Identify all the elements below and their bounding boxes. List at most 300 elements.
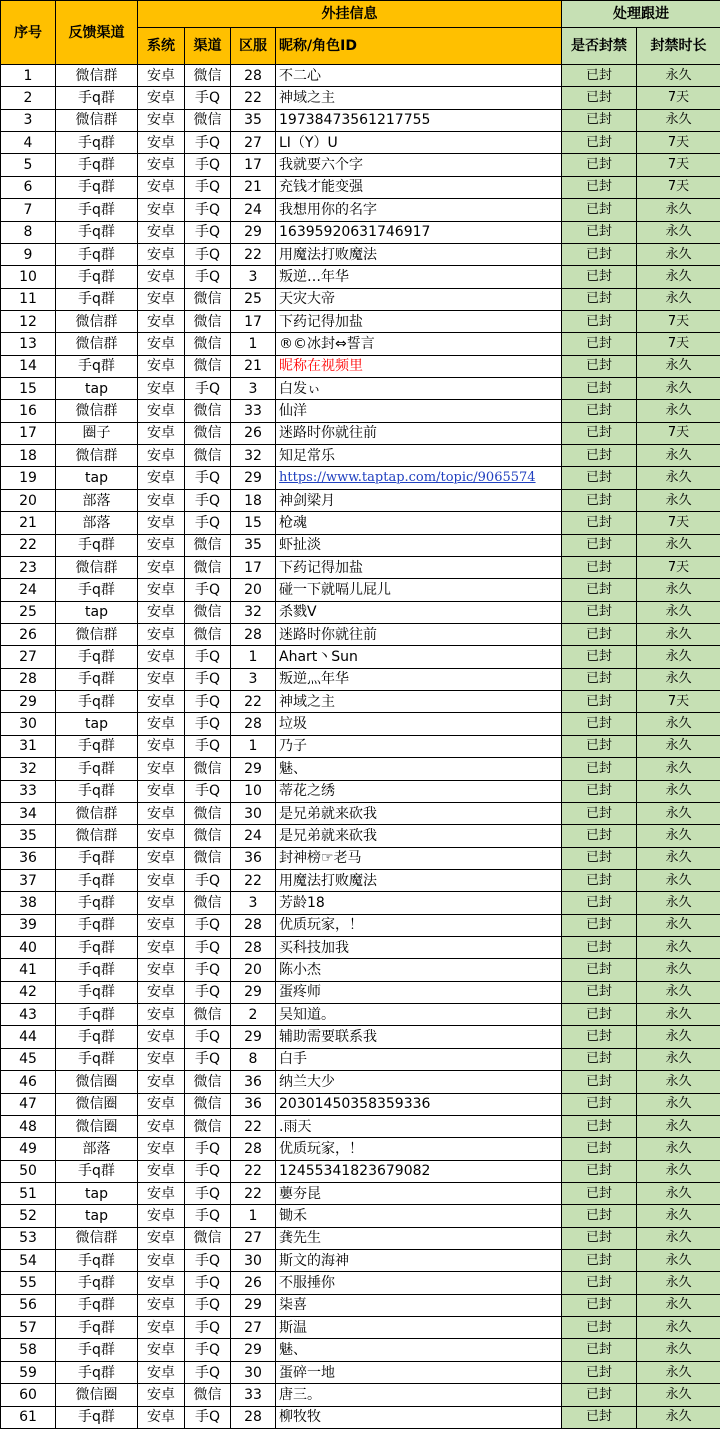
server-cell: 20 — [231, 579, 276, 601]
row-number: 19 — [1, 467, 56, 489]
sub-channel-cell: 手Q — [185, 579, 231, 601]
banned-status-cell: 已封 — [562, 735, 637, 757]
table-row — [1, 1250, 720, 1272]
server-cell: 28 — [231, 623, 276, 645]
server-cell: 3 — [231, 668, 276, 690]
row-number: 18 — [1, 445, 56, 467]
table-row — [1, 892, 720, 914]
table-row — [1, 109, 720, 131]
row-number: 20 — [1, 489, 56, 511]
row-number: 36 — [1, 847, 56, 869]
server-cell: 3 — [231, 892, 276, 914]
server-cell: 22 — [231, 1160, 276, 1182]
row-number: 4 — [1, 132, 56, 154]
banned-status-cell: 已封 — [562, 355, 637, 377]
nickname-header: 昵称/角色ID — [276, 28, 562, 65]
table-row — [1, 825, 720, 847]
banned-status-cell: 已封 — [562, 1138, 637, 1160]
row-number: 40 — [1, 937, 56, 959]
row-number: 28 — [1, 668, 56, 690]
sub-channel-cell: 手Q — [185, 176, 231, 198]
sub-channel-cell: 微信 — [185, 1093, 231, 1115]
system-cell: 安卓 — [138, 355, 185, 377]
nickname-cell: 买科技加我 — [276, 937, 562, 959]
row-number: 49 — [1, 1138, 56, 1160]
server-cell: 29 — [231, 1339, 276, 1361]
system-cell: 安卓 — [138, 758, 185, 780]
server-cell: 3 — [231, 378, 276, 400]
table-row — [1, 221, 720, 243]
server-cell: 28 — [231, 914, 276, 936]
sub-channel-cell: 手Q — [185, 1294, 231, 1316]
table-row — [1, 556, 720, 578]
nickname-cell: 碰一下就嗝儿屁儿 — [276, 579, 562, 601]
system-cell: 安卓 — [138, 65, 185, 87]
feedback-channel-cell: tap — [56, 601, 138, 623]
feedback-channel-cell: 部落 — [56, 489, 138, 511]
sub-channel-cell: 手Q — [185, 1317, 231, 1339]
row-number: 5 — [1, 154, 56, 176]
server-cell: 15 — [231, 512, 276, 534]
table-row — [1, 579, 720, 601]
feedback-channel-cell: 手q群 — [56, 1406, 138, 1428]
system-cell: 安卓 — [138, 1160, 185, 1182]
system-cell: 安卓 — [138, 623, 185, 645]
nickname-cell: ®©冰封⇔誓言 — [276, 333, 562, 355]
system-cell: 安卓 — [138, 937, 185, 959]
feedback-channel-cell: 微信群 — [56, 310, 138, 332]
sub-channel-cell: 微信 — [185, 400, 231, 422]
feedback-channel-cell: 手q群 — [56, 691, 138, 713]
row-number: 56 — [1, 1294, 56, 1316]
nickname-cell: 陈小杰 — [276, 959, 562, 981]
sub-channel-header: 渠道 — [185, 28, 231, 65]
server-cell: 29 — [231, 221, 276, 243]
table-row — [1, 959, 720, 981]
sub-channel-cell: 微信 — [185, 892, 231, 914]
row-number: 22 — [1, 534, 56, 556]
nickname-cell: 封神榜☞老马 — [276, 847, 562, 869]
banned-status-cell: 已封 — [562, 1294, 637, 1316]
nickname-cell: 魅、 — [276, 1339, 562, 1361]
banned-status-cell: 已封 — [562, 1004, 637, 1026]
sub-channel-cell: 手Q — [185, 646, 231, 668]
ban-duration-cell: 永久 — [637, 937, 720, 959]
feedback-channel-cell: 手q群 — [56, 937, 138, 959]
system-cell: 安卓 — [138, 1361, 185, 1383]
table-row — [1, 1272, 720, 1294]
ban-duration-cell: 永久 — [637, 1182, 720, 1204]
server-cell: 22 — [231, 869, 276, 891]
system-cell: 安卓 — [138, 87, 185, 109]
nickname-cell: 迷路时你就往前 — [276, 422, 562, 444]
nickname-cell: 我就要六个字 — [276, 154, 562, 176]
system-cell: 安卓 — [138, 1115, 185, 1137]
channel-header: 反馈渠道 — [56, 1, 138, 65]
sub-channel-cell: 手Q — [185, 937, 231, 959]
table-row — [1, 668, 720, 690]
system-cell: 安卓 — [138, 310, 185, 332]
sub-channel-cell: 手Q — [185, 713, 231, 735]
banned-status-cell: 已封 — [562, 534, 637, 556]
table-row — [1, 512, 720, 534]
nickname-cell: 蒂花之绣 — [276, 780, 562, 802]
row-number: 57 — [1, 1317, 56, 1339]
nickname-cell: 唐三。 — [276, 1384, 562, 1406]
feedback-channel-cell: 手q群 — [56, 1048, 138, 1070]
row-number: 35 — [1, 825, 56, 847]
nickname-cell: 12455341823679082 — [276, 1160, 562, 1182]
system-cell: 安卓 — [138, 400, 185, 422]
feedback-channel-cell: 手q群 — [56, 1026, 138, 1048]
nickname-cell: 神域之主 — [276, 87, 562, 109]
ban-duration-cell: 永久 — [637, 243, 720, 265]
row-number: 31 — [1, 735, 56, 757]
banned-status-cell: 已封 — [562, 623, 637, 645]
nickname-cell: 纳兰大少 — [276, 1071, 562, 1093]
banned-status-cell: 已封 — [562, 847, 637, 869]
feedback-channel-cell: 手q群 — [56, 579, 138, 601]
sub-channel-cell: 微信 — [185, 1227, 231, 1249]
ban-duration-cell: 永久 — [637, 668, 720, 690]
banned-status-cell: 已封 — [562, 1272, 637, 1294]
ban-duration-cell: 永久 — [637, 1272, 720, 1294]
server-cell: 21 — [231, 176, 276, 198]
nickname-cell[interactable]: https://www.taptap.com/topic/9065574 — [276, 467, 562, 489]
banned-status-cell: 已封 — [562, 937, 637, 959]
ban-duration-cell: 永久 — [637, 758, 720, 780]
sub-channel-cell: 微信 — [185, 802, 231, 824]
banned-status-cell: 已封 — [562, 512, 637, 534]
table-row — [1, 489, 720, 511]
table-row — [1, 937, 720, 959]
server-cell: 1 — [231, 646, 276, 668]
row-number: 29 — [1, 691, 56, 713]
nickname-cell: 仙洋 — [276, 400, 562, 422]
ban-duration-cell: 永久 — [637, 780, 720, 802]
table-row — [1, 1048, 720, 1070]
banned-status-cell: 已封 — [562, 310, 637, 332]
feedback-channel-cell: 手q群 — [56, 221, 138, 243]
ban-duration-cell: 永久 — [637, 1093, 720, 1115]
nickname-cell: 20301450358359336 — [276, 1093, 562, 1115]
sub-channel-cell: 微信 — [185, 534, 231, 556]
system-cell: 安卓 — [138, 489, 185, 511]
row-number: 37 — [1, 869, 56, 891]
ban-duration-cell: 永久 — [637, 802, 720, 824]
nickname-cell: Ahart丶Sun — [276, 646, 562, 668]
nickname-cell: 柳牧牧 — [276, 1406, 562, 1428]
row-number: 17 — [1, 422, 56, 444]
table-row — [1, 847, 720, 869]
server-cell: 33 — [231, 400, 276, 422]
table-row — [1, 869, 720, 891]
server-cell: 3 — [231, 266, 276, 288]
table-row — [1, 333, 720, 355]
sub-channel-cell: 手Q — [185, 1361, 231, 1383]
banned-status-cell: 已封 — [562, 892, 637, 914]
feedback-channel-cell: 手q群 — [56, 243, 138, 265]
ban-duration-cell: 永久 — [637, 288, 720, 310]
ban-duration-cell: 永久 — [637, 981, 720, 1003]
banned-status-cell: 已封 — [562, 1071, 637, 1093]
feedback-channel-cell: 微信群 — [56, 623, 138, 645]
system-cell: 安卓 — [138, 914, 185, 936]
nickname-cell: 神域之主 — [276, 691, 562, 713]
ban-duration-cell: 永久 — [637, 713, 720, 735]
row-number: 26 — [1, 623, 56, 645]
table-row — [1, 802, 720, 824]
nickname-cell: 不服捶你 — [276, 1272, 562, 1294]
server-cell: 30 — [231, 802, 276, 824]
feedback-channel-cell: 微信群 — [56, 109, 138, 131]
sub-channel-cell: 微信 — [185, 1384, 231, 1406]
banned-status-cell: 已封 — [562, 445, 637, 467]
server-cell: 32 — [231, 601, 276, 623]
ban-duration-cell: 永久 — [637, 1004, 720, 1026]
row-number: 30 — [1, 713, 56, 735]
row-number: 59 — [1, 1361, 56, 1383]
nickname-cell: 我想用你的名字 — [276, 199, 562, 221]
system-cell: 安卓 — [138, 333, 185, 355]
sub-channel-cell: 微信 — [185, 1004, 231, 1026]
table-row — [1, 445, 720, 467]
sub-channel-cell: 手Q — [185, 735, 231, 757]
system-cell: 安卓 — [138, 713, 185, 735]
banned-status-cell: 已封 — [562, 400, 637, 422]
nickname-cell: 蛋碎一地 — [276, 1361, 562, 1383]
server-cell: 30 — [231, 1250, 276, 1272]
system-cell: 安卓 — [138, 154, 185, 176]
feedback-channel-cell: 微信群 — [56, 556, 138, 578]
table-row — [1, 1115, 720, 1137]
banned-status-cell: 已封 — [562, 780, 637, 802]
table-row — [1, 981, 720, 1003]
ban-duration-cell: 永久 — [637, 1205, 720, 1227]
nickname-cell: 充钱才能变强 — [276, 176, 562, 198]
system-cell: 安卓 — [138, 1317, 185, 1339]
system-cell: 安卓 — [138, 691, 185, 713]
server-cell: 36 — [231, 1093, 276, 1115]
feedback-channel-cell: 手q群 — [56, 1317, 138, 1339]
nickname-cell: 魅、 — [276, 758, 562, 780]
sub-channel-cell: 微信 — [185, 333, 231, 355]
server-cell: 29 — [231, 1294, 276, 1316]
banned-status-cell: 已封 — [562, 1026, 637, 1048]
system-cell: 安卓 — [138, 199, 185, 221]
nickname-cell: 吴知道。 — [276, 1004, 562, 1026]
sub-channel-cell: 手Q — [185, 691, 231, 713]
sub-channel-cell: 手Q — [185, 1182, 231, 1204]
sub-channel-cell: 微信 — [185, 109, 231, 131]
system-cell: 安卓 — [138, 243, 185, 265]
table-row — [1, 1294, 720, 1316]
nickname-cell: 下药记得加盐 — [276, 310, 562, 332]
sub-channel-cell: 手Q — [185, 378, 231, 400]
table-row — [1, 243, 720, 265]
feedback-channel-cell: 手q群 — [56, 981, 138, 1003]
ban-duration-cell: 永久 — [637, 1361, 720, 1383]
row-number: 39 — [1, 914, 56, 936]
table-row — [1, 266, 720, 288]
feedback-channel-cell: 部落 — [56, 1138, 138, 1160]
ban-duration-cell: 永久 — [637, 1071, 720, 1093]
banned-status-cell: 已封 — [562, 825, 637, 847]
feedback-channel-cell: 微信圈 — [56, 1384, 138, 1406]
nickname-cell: 白手 — [276, 1048, 562, 1070]
banned-status-cell: 已封 — [562, 914, 637, 936]
banned-status-cell: 已封 — [562, 288, 637, 310]
system-cell: 安卓 — [138, 1250, 185, 1272]
nickname-cell: 用魔法打败魔法 — [276, 869, 562, 891]
table-row — [1, 1004, 720, 1026]
sub-channel-cell: 手Q — [185, 132, 231, 154]
sub-channel-cell: 手Q — [185, 489, 231, 511]
ban-duration-cell: 永久 — [637, 355, 720, 377]
row-number: 38 — [1, 892, 56, 914]
row-number: 42 — [1, 981, 56, 1003]
nickname-cell: 辅助需要联系我 — [276, 1026, 562, 1048]
feedback-channel-cell: 微信群 — [56, 825, 138, 847]
sub-channel-cell: 手Q — [185, 914, 231, 936]
feedback-channel-cell: 手q群 — [56, 892, 138, 914]
ban-duration-cell: 永久 — [637, 445, 720, 467]
sub-channel-cell: 手Q — [185, 1250, 231, 1272]
nickname-cell: 乃子 — [276, 735, 562, 757]
system-cell: 安卓 — [138, 1071, 185, 1093]
feedback-channel-cell: 手q群 — [56, 780, 138, 802]
table-row — [1, 467, 720, 489]
server-cell: 28 — [231, 1406, 276, 1428]
banned-status-cell: 已封 — [562, 176, 637, 198]
row-number: 1 — [1, 65, 56, 87]
nickname-cell: 16395920631746917 — [276, 221, 562, 243]
server-cell: 17 — [231, 556, 276, 578]
feedback-channel-cell: 圈子 — [56, 422, 138, 444]
nickname-cell: 斯温 — [276, 1317, 562, 1339]
sub-channel-cell: 手Q — [185, 869, 231, 891]
nickname-cell: LI（Y）U — [276, 132, 562, 154]
row-number: 16 — [1, 400, 56, 422]
system-cell: 安卓 — [138, 1026, 185, 1048]
ban-duration-cell: 永久 — [637, 199, 720, 221]
seq-header: 序号 — [1, 1, 56, 65]
row-number: 7 — [1, 199, 56, 221]
sub-channel-cell: 微信 — [185, 1115, 231, 1137]
ban-duration-cell: 永久 — [637, 579, 720, 601]
system-header: 系统 — [138, 28, 185, 65]
ban-duration-cell: 7天 — [637, 422, 720, 444]
ban-duration-cell: 7天 — [637, 556, 720, 578]
sub-channel-cell: 手Q — [185, 1406, 231, 1428]
sub-channel-cell: 微信 — [185, 310, 231, 332]
server-cell: 33 — [231, 1384, 276, 1406]
sub-channel-cell: 微信 — [185, 65, 231, 87]
server-cell: 27 — [231, 1227, 276, 1249]
server-cell: 29 — [231, 1026, 276, 1048]
feedback-channel-cell: tap — [56, 713, 138, 735]
feedback-channel-cell: 手q群 — [56, 1294, 138, 1316]
table-row — [1, 199, 720, 221]
ban-duration-cell: 永久 — [637, 1317, 720, 1339]
nickname-cell: 天灾大帝 — [276, 288, 562, 310]
system-cell: 安卓 — [138, 1272, 185, 1294]
feedback-channel-cell: 微信圈 — [56, 1071, 138, 1093]
sub-channel-cell: 手Q — [185, 266, 231, 288]
banned-status-cell: 已封 — [562, 869, 637, 891]
banned-status-cell: 已封 — [562, 1160, 637, 1182]
feedback-channel-cell: 手q群 — [56, 869, 138, 891]
table-row — [1, 422, 720, 444]
ban-duration-cell: 永久 — [637, 869, 720, 891]
table-row — [1, 1205, 720, 1227]
server-cell: 29 — [231, 981, 276, 1003]
ban-duration-cell: 永久 — [637, 959, 720, 981]
ban-duration-cell: 永久 — [637, 467, 720, 489]
feedback-channel-cell: tap — [56, 1182, 138, 1204]
ban-duration-cell: 7天 — [637, 333, 720, 355]
table-row — [1, 288, 720, 310]
banned-status-cell: 已封 — [562, 333, 637, 355]
ban-duration-cell: 永久 — [637, 1250, 720, 1272]
system-cell: 安卓 — [138, 445, 185, 467]
nickname-cell: 用魔法打败魔法 — [276, 243, 562, 265]
banned-status-cell: 已封 — [562, 243, 637, 265]
table-row — [1, 1339, 720, 1361]
sub-channel-cell: 手Q — [185, 981, 231, 1003]
row-number: 10 — [1, 266, 56, 288]
sub-channel-cell: 手Q — [185, 1339, 231, 1361]
feedback-channel-cell: 手q群 — [56, 1004, 138, 1026]
table-row — [1, 400, 720, 422]
table-row — [1, 1071, 720, 1093]
system-cell: 安卓 — [138, 467, 185, 489]
feedback-channel-cell: 手q群 — [56, 266, 138, 288]
header-row-1 — [1, 1, 720, 28]
banned-status-cell: 已封 — [562, 65, 637, 87]
nickname-cell: 叛逆灬年华 — [276, 668, 562, 690]
sub-channel-cell: 微信 — [185, 758, 231, 780]
nickname-cell: .雨天 — [276, 1115, 562, 1137]
nickname-cell: 虾扯淡 — [276, 534, 562, 556]
system-cell: 安卓 — [138, 1227, 185, 1249]
duration-header: 封禁时长 — [637, 28, 720, 65]
ban-duration-cell: 永久 — [637, 892, 720, 914]
ban-duration-cell: 永久 — [637, 378, 720, 400]
sub-channel-cell: 手Q — [185, 1026, 231, 1048]
nickname-cell: 芳龄18 — [276, 892, 562, 914]
banned-status-cell: 已封 — [562, 1406, 637, 1428]
server-cell: 35 — [231, 534, 276, 556]
row-number: 53 — [1, 1227, 56, 1249]
sub-channel-cell: 微信 — [185, 355, 231, 377]
table-row — [1, 65, 720, 87]
nickname-cell: 蘡夯昆 — [276, 1182, 562, 1204]
row-number: 61 — [1, 1406, 56, 1428]
server-cell: 27 — [231, 1317, 276, 1339]
row-number: 15 — [1, 378, 56, 400]
feedback-channel-cell: 手q群 — [56, 1339, 138, 1361]
table-row — [1, 132, 720, 154]
ban-duration-cell: 永久 — [637, 601, 720, 623]
sub-channel-cell: 手Q — [185, 154, 231, 176]
table-row — [1, 1182, 720, 1204]
nickname-cell: 斯文的海神 — [276, 1250, 562, 1272]
sub-channel-cell: 手Q — [185, 1205, 231, 1227]
server-cell: 26 — [231, 422, 276, 444]
table-row — [1, 1317, 720, 1339]
ban-duration-cell: 永久 — [637, 65, 720, 87]
